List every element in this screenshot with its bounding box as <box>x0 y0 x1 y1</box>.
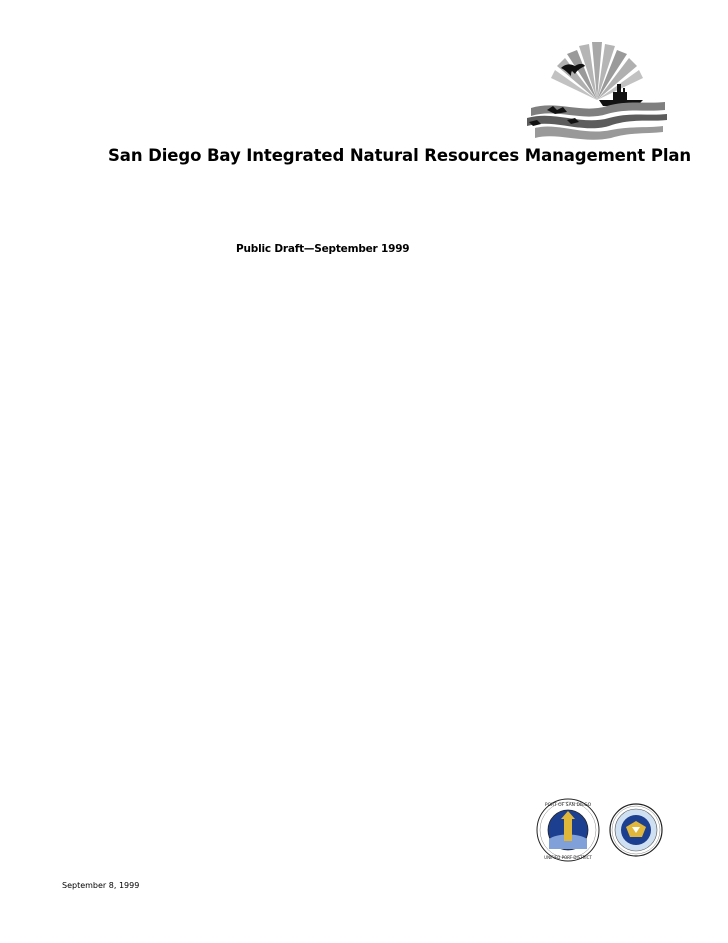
sun-rays <box>551 42 643 100</box>
footer-date: September 8, 1999 <box>62 881 140 890</box>
waves <box>527 102 667 140</box>
document-subtitle: Public Draft—September 1999 <box>236 243 410 255</box>
document-title: San Diego Bay Integrated Natural Resources Management Plan <box>108 146 692 165</box>
svg-text:UNIFIED PORT DISTRICT: UNIFIED PORT DISTRICT <box>544 855 592 860</box>
svg-text:PORT OF SAN DIEGO: PORT OF SAN DIEGO <box>544 803 592 808</box>
navy-seal-icon <box>608 797 664 863</box>
bay-logo-icon <box>527 40 667 142</box>
port-seal-icon <box>535 797 601 863</box>
